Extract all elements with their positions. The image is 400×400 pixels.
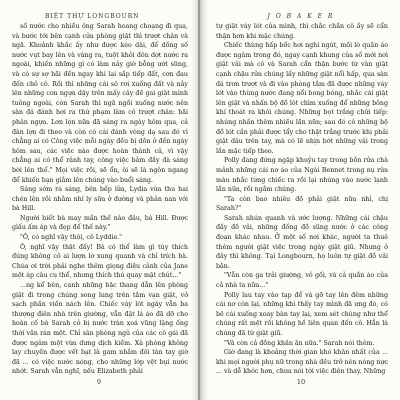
left-running-head: BIỆT THỰ LONGBOURN [45,13,140,20]
paragraph: Ô, nghĩ vậy thật đấy! Bà có thể làm gì tùy thích đúng không cô ai lượn lờ xung quanh và chỉ trích bà. Chúa ơi trời phải nghe thêm giọng điệu cảnh của Jane một áp câu cụ thể, nhưng thích thú quay mặt chút..." [12,243,188,280]
right-page-body [216,22,388,377]
paragraph: "Ta còn bao nhiêu đồ phải giặt nữa nhỉ, chị Sarah?" [215,195,388,213]
book-gutter [198,0,200,400]
right-running-head: J O B A K E R [267,13,335,20]
paragraph: Người biết bà may mắn thế nào đâu, bà Hill. Được giấu ấm áp và đẹp để thế này." [12,214,188,232]
paragraph: "Ô, có nghĩ vậy thôi, cô Lyddie." [20,234,123,242]
left-page-number: 9 [96,378,102,386]
paragraph: Sáng sớm ra sáng, bên bếp lửa, Lydia vừa thu hai chén lên rồi nhằm nhí ly sữa ở đường và phản nan với bà Hill. [12,186,188,213]
right-page [202,0,400,400]
paragraph: Sarah nhún quanh và ước lượng. Những cái chậu đầy đồ vải, những đống đồ sũng nước ở các công đoạn khác nhau. Ở một số nơi khác, người ta thuê thêm người giặt việc trong ngày giặt giũ. Nhưng ở đây thì không. Tại Longbourn, họ luôn tự giặt đồ vải bằn. [215,214,388,270]
paragraph: số nước cho nhiều ông Sarah hoang choạng đi qua, và bước tới bên cạnh cửa phòng giặt thì trượt chân và ngã. Khoảnh khắc ấy như được kéo dài, đế dồng số nước vụt bay lên và vàng ra, tuột khỏi đôn dợt nước ra ngoài, khiến những gì có làm nảy giờ bỗng ướt sũng, và có sự sợ hãi đến ngay khi lại sắp tiếp đất, cơn đau đến chỏ cô. Rồi thì những cái sô rơi xuống đất và nảy lên những con ngựa dậy trên mấy cây đề gai giặt mình tuông ngoài, còn Sarah thì ngã ngồi xuống nước nên sàn đá đánh hơi ra thứ phạm làm cô trượt chân: bãi phân ngựa. Lơn lọn nữa đã sáng ra ngày hôm qua, cả đàn lợn đi theo và còn có cái đánh vòng dạ sau đó vì chẳng ai có Công việc mỗi ngày đều bị dồn ở đến ngày hôm sau, các việc nào được hoàn thành cả, vì vậy chẳng ai có thể rảnh tay, công việc bảm đầy đà sáng bời lên thế." Mọi việc rồi, sẽ ổn, ôi sẽ là ngôn ngang để khiến bạn giằm lên chúng vào buổi sáng. [12,23,188,184]
paragraph: ...ng kể bên, canh những bậc thang dẫn lên phòng giặt đi trong chúng song lung trên tầm vạn giặt, vở sạch phần viền nách lên. Chiếc váy lót ngày vẫn ba thượng điên nhà trên giường, vẫn đặt lá áo đã dỡ cho hoàn cố bà Sarah cỏ bị nước tràn xoá vũng lặng ống thời văn rán một. Chỉ sân phòng ngủ của các cô gái đã được ngâm một vừa dưng dịch kiềm. Xà phòng không lay chuyền được vết bạt là gam nhắm đôi tàn tay giờ đã ... có việc nước nóng, cho những lớp vệt bụi nước nhớt. Sarah vẫn nghĩ, nếu Elizabeth phải [12,282,188,376]
right-page-number: 10 [296,378,306,386]
left-page-body [12,22,188,377]
paragraph: "Vẫn còn ga trải giường, vỏ gối, và cả quần áo của cả nhà ta nữa..." [215,272,388,290]
paragraph: Polly đang đứng ngập khuỷu tay trong bồn rửa chà mảnh những cái nơ áo của Ngài Bennet trong nụ rửa màu nhắc từng chiếc ra rồi lại nhúng vào nước lạnh lần nữa, rồi ngắm chúng. [215,157,388,194]
left-page [0,0,198,400]
paragraph: Giờ đang là khoảng thời gian khó khăn nhất của ... khi mọi người phụ nữ trong nhà đều trở nên nóng nực ... và dễ khóc hơn, chưa nói tới việc điên thay. Những [215,349,388,376]
paragraph: Polly lau tay vào tạp để và gỡ tay lên đêm những cái nơ còn lại, những khi thấy tay mình đã ưng đó, có bê cái xuống xoay bàn tay lại, xem sét chúng như thể chúng rất mệt rồi không hề liên quan đến cô. Hẳn là chúng đã từ giặt giũ. [215,291,388,337]
paragraph: tự giặt váy lót của mình, thì chắc chắn cô ấy sẽ cẩn thận hơn khi mặc chúng. [215,23,388,40]
paragraph: "Và còn cả đồng khăn ăn nữa." Sarah nói thêm. [223,339,375,347]
paragraph: Chiếc thùng hấp bốc hơi nghi ngút, mồi lò quần áo được ngâm trong đó, ngay cạnh khung của số mới nơi giặt vải mà cô và Sarah cẩn thận bước từ vàn giặt cạnh chậu rửa chúng lấy những giặt nổi hấp, qua sàn đá trơn trượt và đi vào phòng tắm đã được những váy lót vào thùng nước đang nổi bong bóng, nhắc cái giặt lên giặt và nhấn bộ đồ lót chìm xuống để những bông khí thoát ra khỏi chúng. Những bọt trắng chửi tiếp: nhúng nhấn thêm nhiều lần nữa; sau đó cô những bộ đồ lót cần phải được tẩy cho thật trắng trước khi phải giặt dâu trên tay, mà có lẽ nhịn bớt những vải trong lần mặc tiếp theo. [215,42,388,155]
